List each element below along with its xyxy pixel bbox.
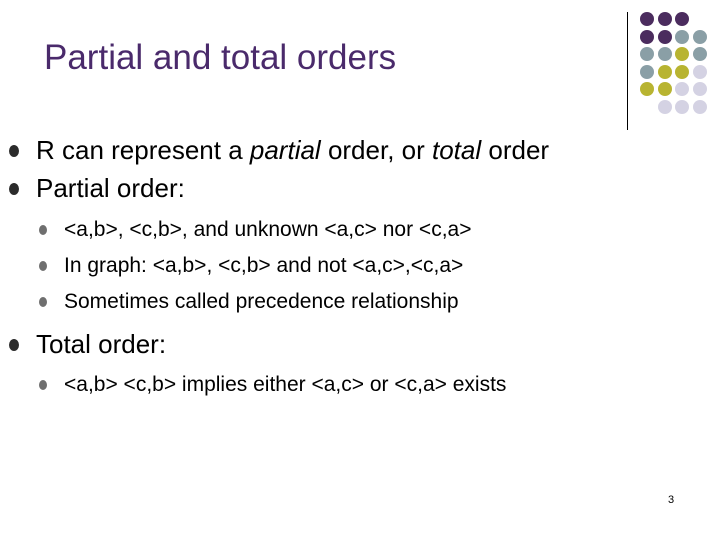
decorative-dot xyxy=(693,82,707,96)
decorative-dot xyxy=(675,82,689,96)
decorative-dot xyxy=(693,30,707,44)
decorative-dot xyxy=(693,47,707,61)
divider-line xyxy=(627,12,628,130)
decorative-dot xyxy=(640,30,654,44)
sub-bullet-marker xyxy=(39,261,47,271)
sub-bullet-unknown xyxy=(64,219,471,240)
bullet-text: Total order: xyxy=(36,329,167,359)
sub-bullet-text: <a,b> <c,b> implies either <a,c> or <c,a> exists xyxy=(64,373,507,396)
bullet-partial-order xyxy=(36,175,185,201)
bullet-text-post: order xyxy=(481,135,550,165)
sub-bullet-text: <a,b>, <c,b>, and unknown <a,c> nor <c,a> xyxy=(64,218,472,241)
decorative-dot xyxy=(675,65,689,79)
decorative-dot xyxy=(675,47,689,61)
decorative-dot xyxy=(658,100,672,114)
sub-bullet-marker xyxy=(39,297,47,307)
sub-bullet-implies xyxy=(64,374,506,395)
sub-bullet-graph xyxy=(64,255,463,276)
decorative-dot xyxy=(675,30,689,44)
decorative-dot xyxy=(640,65,654,79)
bullet-text-total: total xyxy=(432,135,482,165)
decorative-dot xyxy=(640,12,654,26)
decorative-dot xyxy=(693,100,707,114)
bullet-text: Partial order: xyxy=(36,173,185,203)
decorative-dot xyxy=(658,47,672,61)
decorative-dot xyxy=(658,65,672,79)
bullet-marker xyxy=(9,145,19,157)
bullet-text-pre: R can represent a xyxy=(36,135,250,165)
decorative-dot xyxy=(693,65,707,79)
decorative-dot xyxy=(658,30,672,44)
sub-bullet-text: Sometimes called precedence relationship xyxy=(64,290,459,313)
bullet-text-partial: partial xyxy=(249,135,321,165)
decorative-dot xyxy=(658,12,672,26)
sub-bullet-precedence xyxy=(64,291,459,312)
decorative-dot xyxy=(675,12,689,26)
decorative-dot-grid xyxy=(640,12,720,122)
slide-title: Partial and total orders xyxy=(44,38,397,77)
bullet-marker xyxy=(9,183,19,195)
bullet-partial-or-total xyxy=(36,137,549,163)
sub-bullet-marker xyxy=(39,225,47,235)
decorative-dot xyxy=(658,82,672,96)
bullet-text-mid: order, or xyxy=(320,135,432,165)
decorative-dot xyxy=(640,82,654,96)
decorative-dot xyxy=(675,100,689,114)
sub-bullet-marker xyxy=(39,380,47,390)
decorative-dot xyxy=(640,47,654,61)
bullet-marker xyxy=(9,339,19,351)
sub-bullet-text: In graph: <a,b>, <c,b> and not <a,c>,<c,a> xyxy=(64,254,464,277)
page-number: 3 xyxy=(668,494,675,506)
bullet-total-order xyxy=(36,331,166,357)
